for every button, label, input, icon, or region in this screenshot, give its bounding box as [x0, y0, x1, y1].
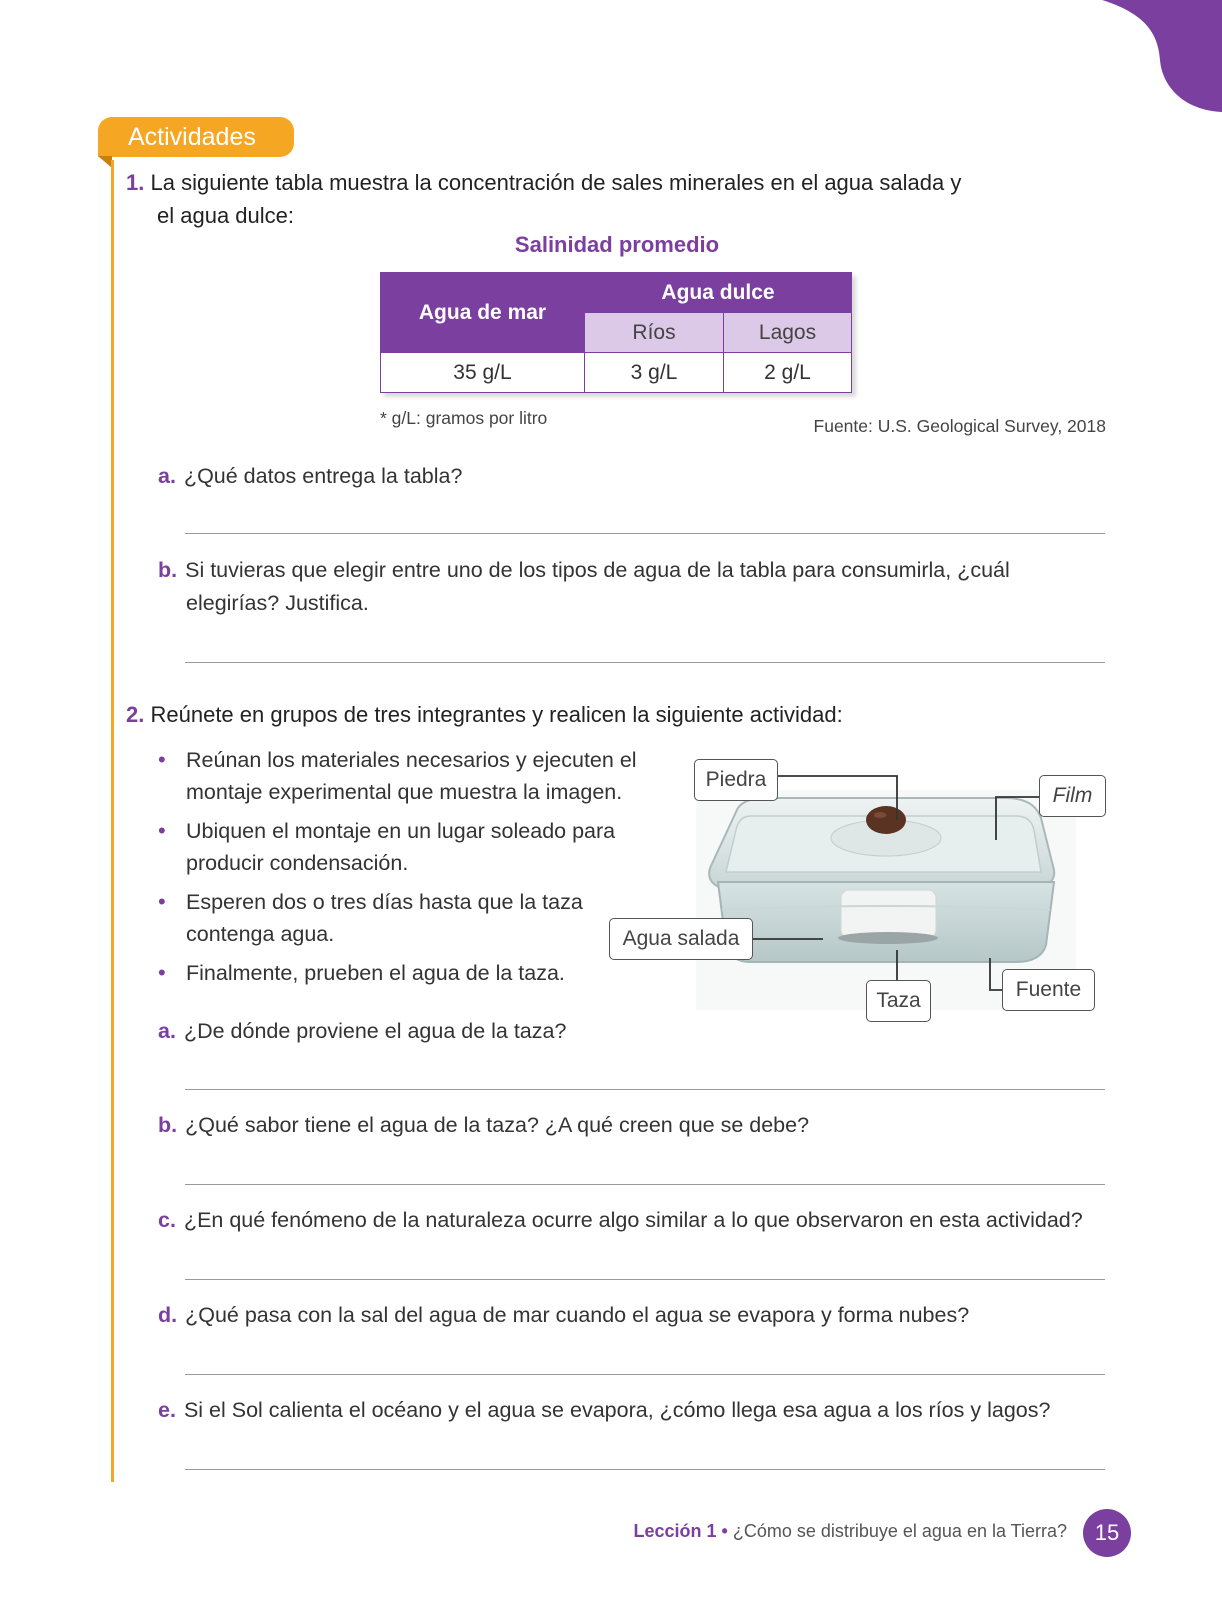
bullet-icon: •: [158, 960, 166, 985]
q2e: [158, 1394, 1050, 1427]
q2b-letter: b.: [158, 1113, 178, 1137]
section-rule: [111, 160, 114, 1482]
q1b-letter: b.: [158, 558, 178, 582]
table-note: * g/L: gramos por litro: [380, 408, 548, 428]
bullet-icon: •: [158, 747, 166, 772]
label-salt-water: Agua salada: [609, 918, 753, 960]
bullet-3-line1: Esperen dos o tres días hasta que la taza: [186, 890, 583, 914]
q2b: [158, 1109, 809, 1142]
value-lakes: 2 g/L: [724, 353, 852, 393]
bullet-item: [158, 886, 648, 950]
label-cup: Taza: [866, 980, 931, 1022]
q1-text-line1: La siguiente tabla muestra la concentración de sales minerales en el agua salada y: [150, 170, 962, 195]
q2c-letter: c.: [158, 1208, 176, 1232]
bullet-item: [158, 815, 648, 879]
footer-lesson-title: ¿Cómo se distribuye el agua en la Tierra?: [732, 1521, 1067, 1541]
bullet-icon: •: [158, 889, 166, 914]
activities-tab-label: Actividades: [128, 123, 256, 151]
answer-line-q2b[interactable]: [185, 1184, 1105, 1185]
q1-prompt: [126, 166, 961, 232]
label-film: Film: [1039, 775, 1106, 817]
bullet-4-line1: Finalmente, prueben el agua de la taza.: [186, 961, 565, 985]
q2b-text: ¿Qué sabor tiene el agua de la taza? ¿A qué creen que se debe?: [185, 1113, 810, 1137]
q2d: [158, 1299, 969, 1332]
q2d-letter: d.: [158, 1303, 178, 1327]
q2e-letter: e.: [158, 1398, 176, 1422]
bullet-1-line2: montaje experimental que muestra la imagen.: [186, 780, 623, 804]
table-title: Salinidad promedio: [514, 232, 720, 257]
footer-separator: •: [716, 1521, 733, 1541]
answer-line-q2c[interactable]: [185, 1279, 1105, 1280]
bullet-1-line1: Reúnan los materiales necesarios y ejecuten el: [186, 748, 637, 772]
q1b: [158, 554, 1010, 620]
bullet-2-line2: producir condensación.: [186, 851, 409, 875]
q2a-text: ¿De dónde proviene el agua de la taza?: [183, 1019, 567, 1043]
tab-fold: [98, 156, 112, 168]
q2a-letter: a.: [158, 1019, 176, 1043]
bullet-icon: •: [158, 818, 166, 843]
table-source: Fuente: U.S. Geological Survey, 2018: [813, 416, 1106, 436]
answer-line-q1a[interactable]: [185, 533, 1105, 534]
q1a-letter: a.: [158, 464, 176, 488]
activities-tab: [98, 117, 294, 157]
bullet-3-line2: contenga agua.: [186, 922, 335, 946]
col-header-fresh: Agua dulce: [585, 273, 852, 313]
label-bowl: Fuente: [1002, 969, 1095, 1011]
page-number: 15: [1083, 1509, 1131, 1557]
q2c-text: ¿En qué fenómeno de la naturaleza ocurre algo similar a lo que observaron en esta actividad?: [183, 1208, 1083, 1232]
q1-text-line2: el agua dulce:: [157, 203, 294, 228]
q2c: [158, 1204, 1083, 1237]
q1b-text-line2: elegirías? Justifica.: [186, 591, 369, 615]
answer-line-q1b[interactable]: [185, 662, 1105, 663]
q1-number: 1.: [126, 170, 145, 195]
q1b-text-line1: Si tuvieras que elegir entre uno de los tipos de agua de la tabla para consumirla, ¿cuál: [185, 558, 1010, 582]
col-header-sea: Agua de mar: [381, 273, 585, 353]
q2a: [158, 1015, 566, 1048]
q2d-text: ¿Qué pasa con la sal del agua de mar cuando el agua se evapora y forma nubes?: [185, 1303, 970, 1327]
bullet-2-line1: Ubiquen el montaje en un lugar soleado para: [186, 819, 616, 843]
salinity-table: [380, 272, 852, 393]
answer-line-q2e[interactable]: [185, 1469, 1105, 1470]
q1a-text: ¿Qué datos entrega la tabla?: [183, 464, 463, 488]
subheader-rivers: Ríos: [585, 313, 724, 353]
subheader-lakes: Lagos: [724, 313, 852, 353]
q2-number: 2.: [126, 702, 145, 727]
q2e-text: Si el Sol calienta el océano y el agua se evapora, ¿cómo llega esa agua a los ríos y lagos?: [183, 1398, 1051, 1422]
bullet-item: [158, 957, 648, 989]
q1a: [158, 460, 462, 493]
footer-lesson: [633, 1521, 1067, 1542]
answer-line-q2d[interactable]: [185, 1374, 1105, 1375]
q2-text: Reúnete en grupos de tres integrantes y realicen la siguiente actividad:: [150, 702, 843, 727]
answer-line-q2a[interactable]: [185, 1089, 1105, 1090]
value-sea: 35 g/L: [381, 353, 585, 393]
q2-prompt: [126, 698, 843, 731]
label-stone: Piedra: [694, 759, 778, 801]
bullet-item: [158, 744, 648, 808]
footer-lesson-label: Lección 1: [633, 1521, 717, 1541]
value-rivers: 3 g/L: [585, 353, 724, 393]
corner-decoration: [1102, 0, 1222, 115]
